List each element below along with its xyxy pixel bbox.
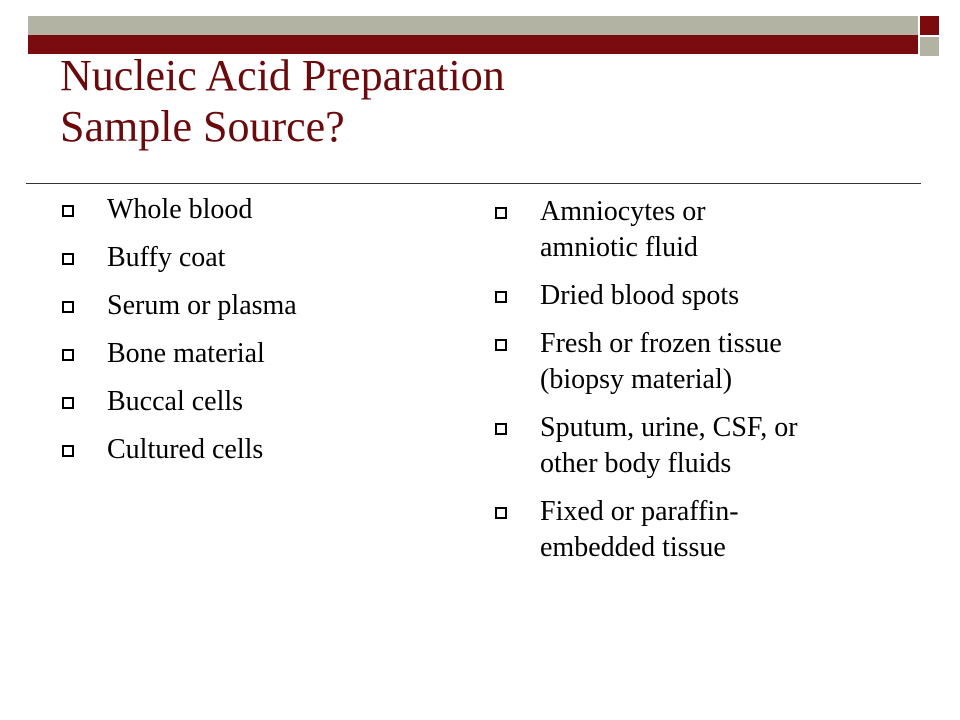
hollow-square-icon [495, 507, 507, 519]
list-item [62, 386, 462, 418]
slide-title-line-1: Nucleic Acid Preparation [60, 51, 505, 100]
title-divider [26, 183, 921, 184]
list-item [495, 278, 935, 314]
list-item-label: Serum or plasma [107, 290, 297, 321]
list-item-line-1: Fresh or frozen tissue [540, 328, 782, 359]
list-item-label: Buccal cells [107, 386, 244, 417]
list-item [495, 410, 935, 482]
list-item [495, 494, 935, 566]
list-item-label: Bone material [107, 338, 265, 369]
hollow-square-icon [495, 291, 507, 303]
header-bar-tan [28, 16, 918, 35]
list-item-line-1: Fixed or paraffin- [540, 496, 739, 527]
list-item-line-1: Amniocytes or [540, 196, 706, 227]
slide-title-line-2: Sample Source? [60, 102, 345, 152]
list-item [495, 194, 935, 266]
list-item [62, 290, 462, 322]
corner-square-maroon [920, 16, 939, 35]
hollow-square-icon [62, 205, 74, 217]
list-item [62, 194, 462, 226]
hollow-square-icon [62, 445, 74, 457]
hollow-square-icon [495, 423, 507, 435]
hollow-square-icon [62, 253, 74, 265]
corner-square-tan [920, 37, 939, 56]
hollow-square-icon [62, 397, 74, 409]
list-item-line-1: Dried blood spots [540, 280, 740, 311]
list-item-line-2: (biopsy material) [540, 364, 733, 395]
list-item [62, 434, 462, 466]
list-item-line-2: amniotic fluid [540, 232, 698, 263]
list-item-label: Whole blood [107, 194, 253, 225]
hollow-square-icon [62, 349, 74, 361]
list-item-label: Cultured cells [107, 434, 264, 465]
list-item [62, 242, 462, 274]
hollow-square-icon [62, 301, 74, 313]
hollow-square-icon [495, 207, 507, 219]
list-item-line-2: other body fluids [540, 448, 732, 479]
list-item [62, 338, 462, 370]
left-bullet-list [62, 194, 462, 482]
list-item-label: Buffy coat [107, 242, 226, 273]
right-bullet-list [495, 194, 935, 578]
list-item-line-1: Sputum, urine, CSF, or [540, 412, 798, 443]
list-item-line-2: embedded tissue [540, 532, 726, 563]
hollow-square-icon [495, 339, 507, 351]
list-item [495, 326, 935, 398]
slide-title [60, 50, 505, 153]
